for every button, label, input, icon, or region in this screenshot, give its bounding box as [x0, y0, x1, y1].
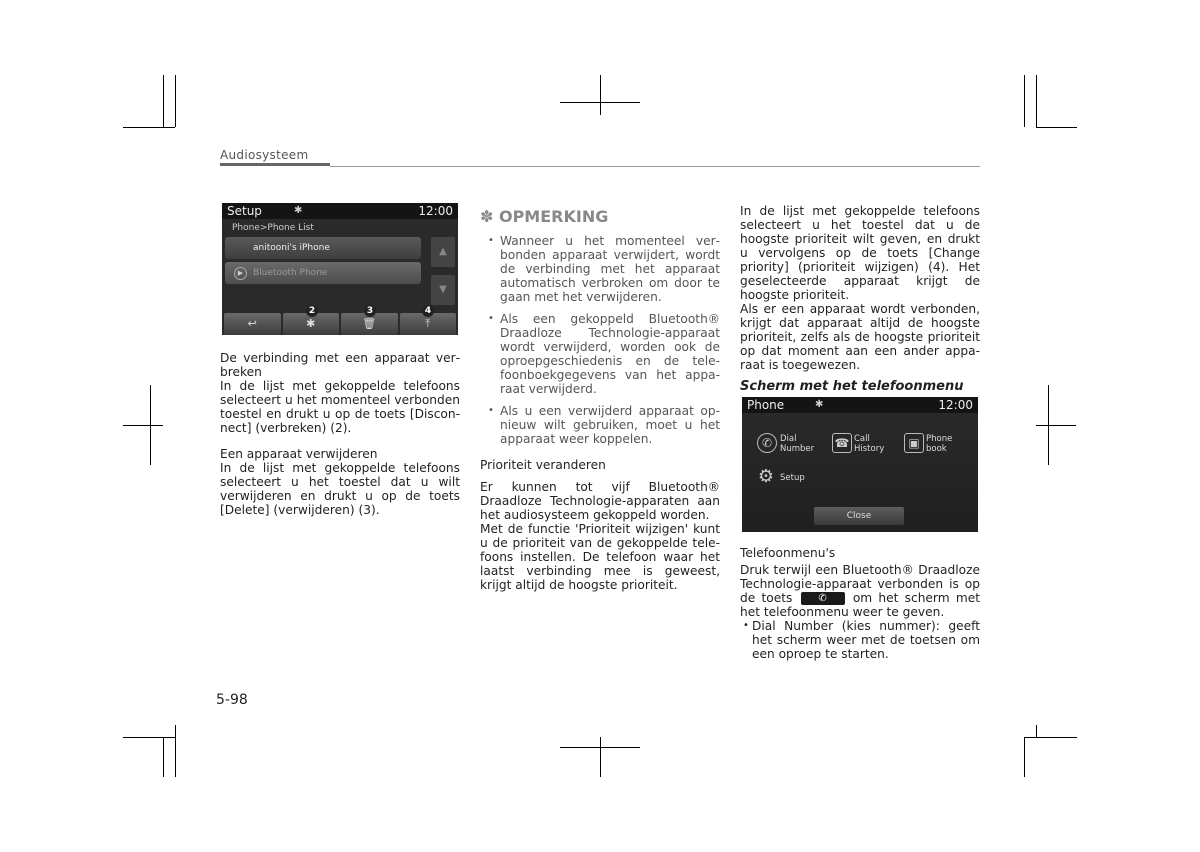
- callout-3: 3: [364, 305, 376, 317]
- menu-label: Setup: [780, 473, 805, 483]
- call-history-icon: ☎: [832, 433, 852, 453]
- paragraph: Druk terwijl een Bluetooth® Draadloze Technologie-apparaat verbonden is op de toets ✆ om het scherm met het telefoonmenu weer te geven.: [740, 563, 980, 619]
- callout-2: 2: [306, 305, 318, 317]
- paragraph: Met de functie 'Prioriteit wijzigen' kunt u de prioriteit van de gekoppelde telefoons instellen. De telefoon waar het laatst verbinding mee is geweest, krijgt altijd de hoogste prioriteit.: [480, 522, 720, 592]
- column-1: [220, 351, 460, 517]
- screen-status-bar: [742, 397, 978, 413]
- list-item: • Dial Number (kies nummer): geeft het scherm weer met de toetsen om een oproep te starten.: [740, 619, 980, 661]
- crop-mark: [1036, 725, 1037, 737]
- breadcrumb: Phone>Phone List: [232, 223, 314, 233]
- header-rule: [330, 166, 980, 167]
- bluetooth-disconnect-icon: ✱: [306, 317, 316, 330]
- crop-mark: [1024, 75, 1025, 127]
- crop-mark: [175, 75, 176, 127]
- crop-mark: [1024, 737, 1025, 777]
- crop-mark: [175, 725, 176, 777]
- heading: Prioriteit veranderen: [480, 458, 606, 472]
- close-button[interactable]: Close: [814, 507, 904, 525]
- paragraph: In de lijst met gekoppelde telefoons selecteert u het toestel dat u de hoogste prioriteit wilt geven, en drukt u vervolgens op de toets [Change priority] (prioriteit wijzigen) (4). Het geselecteerde apparaat krijgt de hoogste prioriteit.: [740, 204, 980, 302]
- note-item: • Als een gekoppeld Bluetooth® Draadloze Technologie-apparaat wordt verwijderd, worden ook de oproepgeschiedenis en de telefoonboekgegevens van het apparaat verwijderd.: [480, 312, 720, 396]
- screen-clock: 12:00: [938, 398, 973, 412]
- back-icon: ↩: [247, 317, 257, 330]
- phonebook-icon: ▣: [904, 433, 924, 453]
- header-bar: [220, 163, 330, 166]
- note-title: ✽ OPMERKING: [480, 207, 609, 226]
- back-button[interactable]: [224, 313, 281, 335]
- crop-mark: [1036, 425, 1076, 426]
- heading: De verbinding met een apparaat verbreken: [220, 351, 460, 379]
- phone-list-screen: [222, 203, 458, 335]
- crop-mark: [150, 385, 151, 465]
- menu-label: Call History: [854, 434, 885, 454]
- paragraph: Er kunnen tot vijf Bluetooth® Draadloze Technologie-apparaten aan het audiosysteem gekoppeld worden.: [480, 480, 720, 522]
- crop-mark: [123, 425, 163, 426]
- paragraph: In de lijst met gekoppelde telefoons selecteert u het momenteel verbonden toestel en drukt u op de toets [Disconnect] (verbreken) (2).: [220, 379, 460, 435]
- bullet-list: [740, 619, 980, 661]
- note-item: • Wanneer u het momenteel verbonden apparaat verwijdert, wordt de verbinding met het apparaat automatisch verbroken om door te gaan met het verwijderen.: [480, 234, 720, 304]
- paragraph: In de lijst met gekoppelde telefoons selecteert u het toestel dat u wilt verwijderen en drukt u op de toets [Delete] (verwijderen) (3).: [220, 461, 460, 517]
- menu-label: Dial Number: [780, 434, 815, 454]
- crop-mark: [123, 737, 175, 738]
- phone-menu-screen: [742, 397, 978, 532]
- crop-mark: [1036, 75, 1037, 127]
- bluetooth-icon: ✱: [815, 399, 824, 410]
- phone-key-icon: ✆: [801, 592, 845, 605]
- crop-mark: [1024, 737, 1077, 738]
- section-header: Audiosysteem: [220, 148, 309, 162]
- screen-title: Phone: [747, 398, 785, 412]
- button-bar: [222, 313, 458, 335]
- list-item[interactable]: anitooni's iPhone: [225, 237, 421, 259]
- priority-up-icon: ⤒: [425, 317, 431, 330]
- crop-mark: [163, 75, 164, 127]
- trash-icon: 🗑: [362, 317, 377, 330]
- paragraph: Als er een apparaat wordt verbonden, krijgt dat apparaat altijd de hoogste prioriteit, zelfs als de hoogste prioriteit op dat moment aan een ander apparaat is toegewezen.: [740, 302, 980, 372]
- column-3: [740, 204, 980, 394]
- screen-status-bar: [222, 203, 458, 219]
- gear-icon: ⚙: [757, 466, 775, 487]
- play-icon: ▶: [234, 267, 247, 280]
- subsection-title: Scherm met het telefoonmenu: [740, 379, 964, 394]
- phone-icon: ✆: [757, 433, 777, 453]
- column-2: [480, 207, 720, 592]
- screen-title: Setup: [227, 204, 262, 218]
- page-number: 5-98: [216, 692, 248, 708]
- note-item: • Als u een verwijderd apparaat opnieuw wilt gebruiken, moet u het apparaat weer koppelen.: [480, 404, 720, 446]
- crop-mark: [163, 737, 164, 777]
- list-item[interactable]: ▶ Bluetooth Phone: [225, 262, 421, 284]
- crop-mark: [1048, 385, 1049, 465]
- crop-mark: [123, 127, 175, 128]
- crop-mark: [600, 737, 601, 777]
- crop-mark: [600, 75, 601, 115]
- note-list: [480, 234, 720, 446]
- screen-clock: 12:00: [418, 204, 453, 218]
- column-3-lower: [740, 546, 980, 661]
- scroll-up-button[interactable]: ▲: [431, 237, 455, 267]
- crop-mark: [1036, 127, 1077, 128]
- callout-4: 4: [422, 305, 434, 317]
- heading: Een apparaat verwijderen: [220, 447, 378, 461]
- scroll-down-button[interactable]: ▼: [431, 275, 455, 305]
- menu-label: Phone book: [926, 434, 953, 454]
- heading: Telefoonmenu's: [740, 546, 836, 560]
- bluetooth-icon: ✱: [294, 205, 303, 216]
